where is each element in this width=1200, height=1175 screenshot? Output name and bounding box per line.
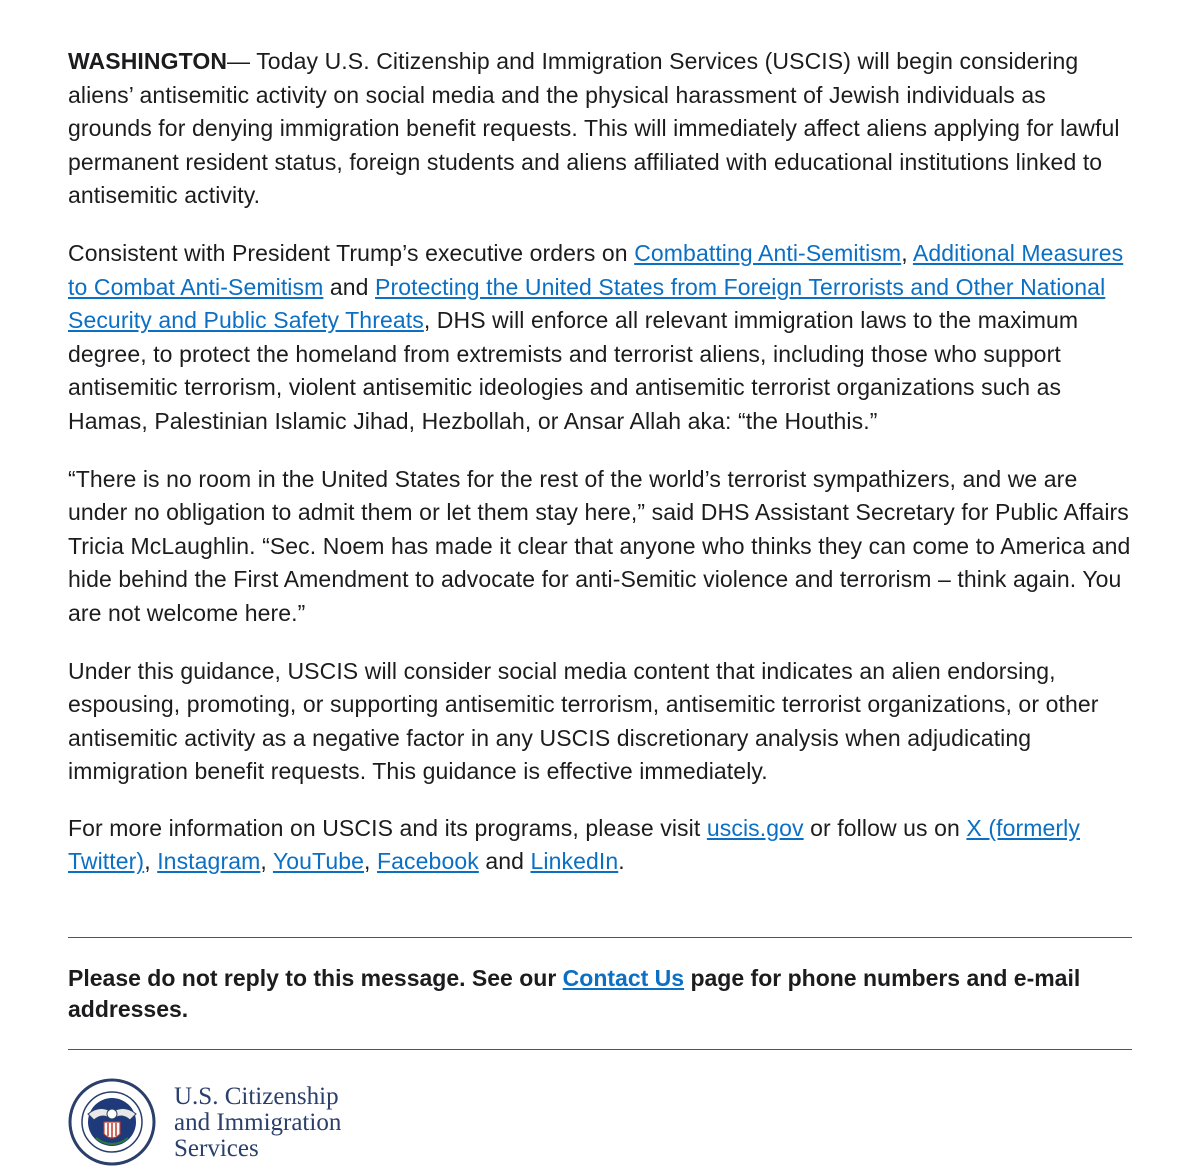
separator: and [478,848,531,875]
paragraph-executive-orders [68,237,1136,439]
link-youtube[interactable]: YouTube [272,848,365,875]
logo-wordmark [174,1084,341,1162]
separator: , [260,848,273,875]
logo-line-1: U.S. Citizenship [174,1083,339,1110]
press-release-body [68,45,1136,903]
divider-top [68,937,1132,938]
link-linkedin[interactable]: LinkedIn [530,848,619,875]
paragraph-intro [68,45,1136,213]
link-instagram[interactable]: Instagram [157,848,261,875]
logo-line-2: and Immigration [174,1109,342,1136]
notice-text-end: page for phone numbers and e-mail addresses. [68,965,1081,1022]
no-reply-notice [68,963,1132,1025]
separator: and [323,273,376,300]
follow-text: or follow us on [803,814,967,841]
quote-text: “There is no room in the United States for the rest of the world’s terrorist sympathizers, and we are under no obligation to admit them or let them stay here,” said DHS Assistant Secretary for Public Affairs Tricia McLaughlin. “Sec. Noem has made it clear that anyone who thinks they can come to America and hide behind the First Amendment to advocate for anti-Semitic violence and terrorism – think again. You are not welcome here.” [68,465,1131,626]
separator: , [144,848,158,875]
link-x-twitter[interactable]: X (formerly Twitter) [68,814,1080,875]
uscis-logo [66,1076,386,1172]
separator: , [364,848,378,875]
paragraph-quote [68,463,1136,631]
separator: , [901,239,913,266]
guidance-text: Under this guidance, USCIS will consider social media content that indicates an alien endorsing, espousing, promoting, or supporting antisemitic terrorism, antisemitic terrorist organizations, or other antisemitic activity as a negative factor in any USCIS discretionary analysis when adjudicating immigration benefit requests. This guidance is effective immediately. [68,657,1099,785]
more-info-text: For more information on USCIS and its programs, please visit [68,814,707,841]
paragraph-guidance [68,655,1136,789]
intro-text: — Today U.S. Citizenship and Immigration Services (USCIS) will begin considering aliens’ antisemitic activity on social media and the physical harassment of Jewish individuals as grounds for denying immigration benefit requests. This will immediately affect aliens applying for lawful permanent resident status, foreign students and aliens affiliated with educational institutions linked to antisemitic activity. [68,48,1120,209]
link-facebook[interactable]: Facebook [377,848,479,875]
link-uscis-gov[interactable]: uscis.gov [706,814,804,841]
eo-intro-text: Consistent with President Trump’s executive orders on [68,239,635,266]
link-protecting-united-states[interactable]: Protecting the United States from Foreign Terrorists and Other National Security and Public Safety Threats [68,273,1106,334]
link-combatting-anti-semitism[interactable]: Combatting Anti-Semitism [634,239,902,266]
dateline: WASHINGTON [68,48,228,74]
eo-rest-text: , DHS will enforce all relevant immigration laws to the maximum degree, to protect the homeland from extremists and terrorist aliens, including those who support antisemitic terrorism, violent antisemitic ideologies and antisemitic terrorist organizations such as Hamas, Palestinian Islamic Jihad, Hezbollah, or Ansar Allah aka: “the Houthis.” [68,307,1079,434]
divider-bottom [68,1049,1132,1050]
separator: . [618,848,625,875]
link-additional-measures[interactable]: Additional Measures to Combat Anti-Semitism [68,239,1124,300]
link-contact-us[interactable]: Contact Us [562,965,685,991]
logo-line-3: Services [174,1135,259,1162]
dhs-seal-icon [66,1076,158,1168]
paragraph-more-info [68,812,1136,879]
notice-text: Please do not reply to this message. See our [68,965,563,991]
